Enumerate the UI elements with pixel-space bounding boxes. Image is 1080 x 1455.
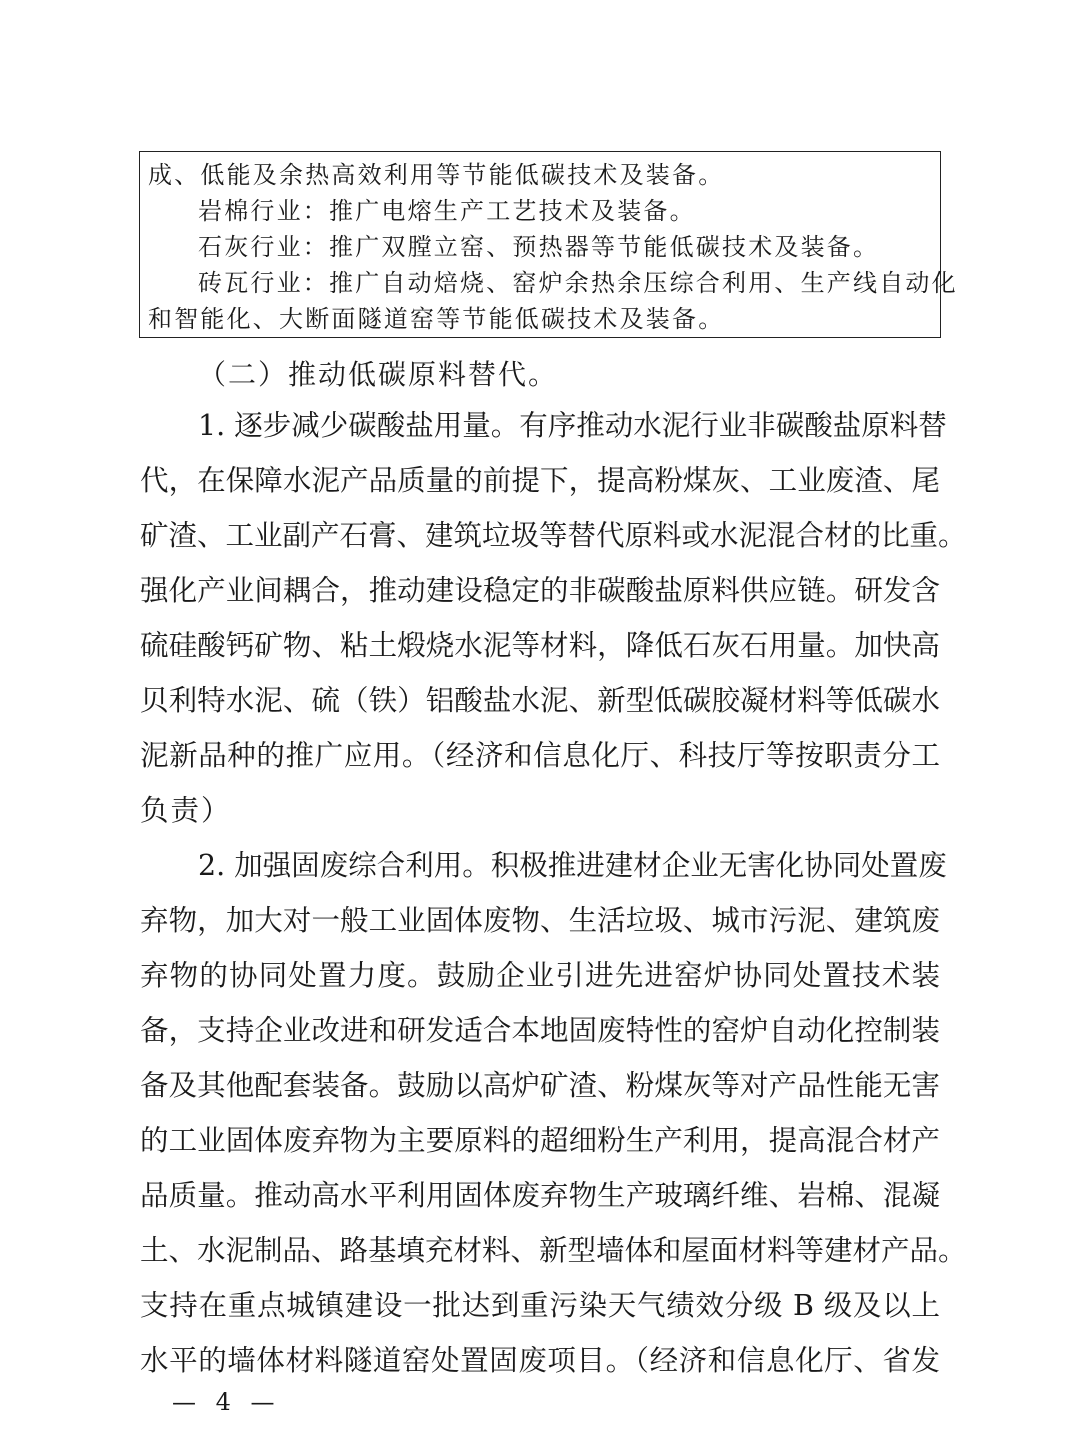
paragraph-line: 贝利特水泥、硫（铁）铝酸盐水泥、新型低碳胶凝材料等低碳水 [140, 684, 940, 717]
paragraph-line: 矿渣、工业副产石膏、建筑垃圾等替代原料或水泥混合材的比重。 [140, 519, 967, 552]
paragraph-line: 水平的墙体材料隧道窑处置固废项目。（经济和信息化厅、省发 [140, 1344, 940, 1377]
paragraph-line: 支持在重点城镇建设一批达到重污染天气绩效分级 B 级及以上 [140, 1289, 940, 1322]
paragraph-line: 品质量。推动高水平利用固体废弃物生产玻璃纤维、岩棉、混凝 [140, 1179, 940, 1212]
box-line: 岩棉行业：推广电熔生产工艺技术及装备。 [198, 197, 696, 225]
box-line: 成、低能及余热高效利用等节能低碳技术及装备。 [148, 161, 725, 189]
paragraph-line: 1. 逐步减少碳酸盐用量。有序推动水泥行业非碳酸盐原料替 [198, 409, 947, 442]
paragraph-line: 2. 加强固废综合利用。积极推进建材企业无害化协同处置废 [198, 849, 947, 882]
section-heading: （二）推动低碳原料替代。 [198, 358, 559, 391]
paragraph-line: 备，支持企业改进和研发适合本地固废特性的窑炉自动化控制装 [140, 1014, 940, 1047]
paragraph-line: 土、水泥制品、路基填充材料、新型墙体和屋面材料等建材产品。 [140, 1234, 967, 1267]
box-line: 石灰行业：推广双膛立窑、预热器等节能低碳技术及装备。 [198, 233, 880, 261]
paragraph-line: 备及其他配套装备。鼓励以高炉矿渣、粉煤灰等对产品性能无害 [140, 1069, 940, 1102]
paragraph-line: 的工业固体废弃物为主要原料的超细粉生产利用，提高混合材产 [140, 1124, 940, 1157]
paragraph-line: 代，在保障水泥产品质量的前提下，提高粉煤灰、工业废渣、尾 [140, 464, 940, 497]
paragraph-line: 泥新品种的推广应用。（经济和信息化厅、科技厅等按职责分工 [140, 739, 940, 772]
text-box-continuation [139, 151, 958, 338]
paragraph-line: 负责） [140, 794, 232, 827]
paragraph-line: 弃物的协同处置力度。鼓励企业引进先进窑炉协同处置技术装 [140, 959, 940, 992]
paragraph-line: 弃物，加大对一般工业固体废物、生活垃圾、城市污泥、建筑废 [140, 904, 940, 937]
box-line: 和智能化、大断面隧道窑等节能低碳技术及装备。 [148, 305, 725, 333]
paragraph-line: 硫硅酸钙矿物、粘土煅烧水泥等材料，降低石灰石用量。加快高 [140, 629, 940, 662]
page-number: — 4 — [172, 1388, 281, 1416]
box-line: 砖瓦行业：推广自动焙烧、窑炉余热余压综合利用、生产线自动化 [198, 269, 958, 297]
paragraph-line: 强化产业间耦合，推动建设稳定的非碳酸盐原料供应链。研发含 [140, 574, 940, 607]
